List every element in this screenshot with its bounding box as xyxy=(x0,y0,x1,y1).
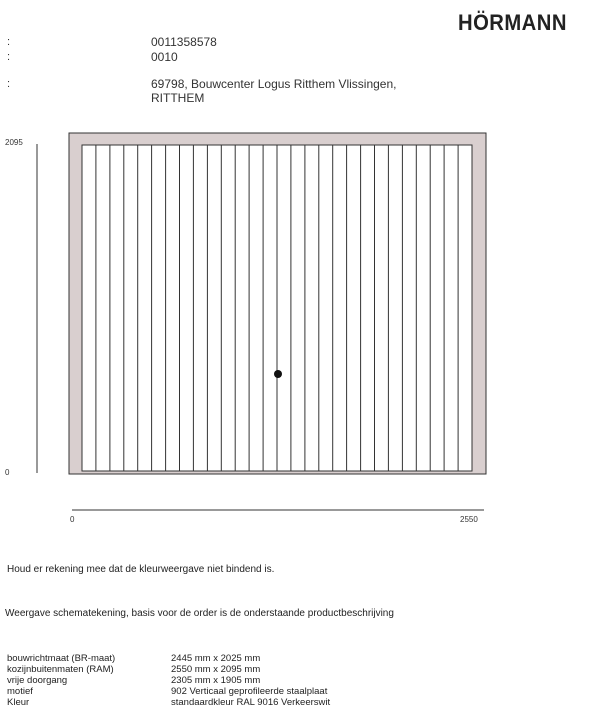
spec-label-vrije-doorgang: vrije doorgang xyxy=(7,675,68,686)
color-disclaimer-note: Houd er rekening mee dat de kleurweergave niet bindend is. xyxy=(7,564,275,575)
spec-label-br-maat: bouwrichtmaat (BR-maat) xyxy=(7,653,116,664)
spec-value-ram: 2550 mm x 2095 mm xyxy=(171,664,261,675)
customer-address-line-1: 69798, Bouwcenter Logus Ritthem Vlissingen, xyxy=(151,77,397,91)
spec-label-kleur: Kleur xyxy=(7,697,30,708)
schematic-basis-note: Weergave schematekening, basis voor de order is de onderstaande productbeschrijving xyxy=(5,608,394,619)
width-right-label: 2550 xyxy=(460,515,478,524)
door-handle xyxy=(274,370,282,378)
width-left-label: 0 xyxy=(70,515,75,524)
spec-label-ram: kozijnbuitenmaten (RAM) xyxy=(7,664,114,675)
spec-value-kleur: standaardkleur RAL 9016 Verkeerswit xyxy=(171,697,331,708)
header-colon-1: : xyxy=(7,36,11,48)
position-number: 0010 xyxy=(151,50,178,64)
customer-address-line-2: RITTHEM xyxy=(151,91,205,105)
spec-label-motief: motief xyxy=(7,686,33,697)
height-bottom-label: 0 xyxy=(5,468,10,477)
order-number: 0011358578 xyxy=(151,35,217,49)
spec-value-motief: 902 Verticaal geprofileerde staalplaat xyxy=(171,686,328,697)
spec-value-vrije-doorgang: 2305 mm x 1905 mm xyxy=(171,675,261,686)
spec-value-br-maat: 2445 mm x 2025 mm xyxy=(171,653,261,664)
header-colon-3: : xyxy=(7,78,11,90)
height-top-label: 2095 xyxy=(5,138,23,147)
header-colon-2: : xyxy=(7,51,11,63)
hormann-logo: HÖRMANN xyxy=(458,10,567,35)
